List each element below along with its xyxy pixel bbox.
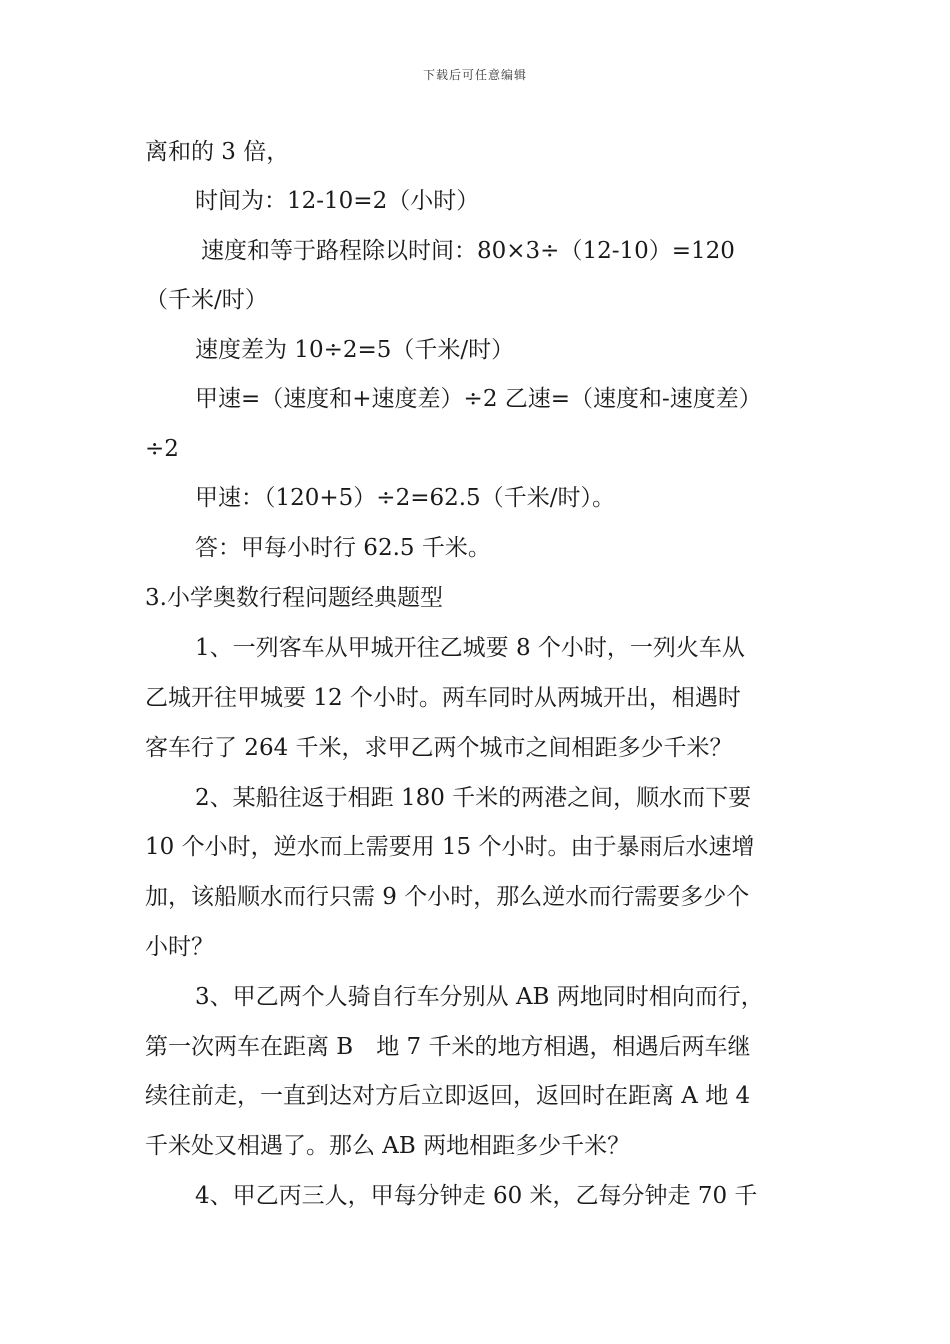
text-line: 速度和等于路程除以时间：80×3÷（12-10）=120: [201, 238, 735, 264]
text-line: （千米/时）: [145, 287, 268, 313]
text-line: 客车行了 264 千米，求甲乙两个城市之间相距多少千米？: [145, 735, 733, 761]
text-line: 离和的 3 倍，: [145, 139, 290, 165]
text-line: 时间为：12-10=2（小时）: [195, 188, 480, 214]
text-line: 速度差为 10÷2=5（千米/时）: [195, 337, 515, 363]
text-line: 甲速：（120+5）÷2=62.5（千米/时）。: [195, 485, 615, 511]
text-line: 千米处又相遇了。那么 AB 两地相距多少千米？: [145, 1133, 631, 1159]
text-line: 1、一列客车从甲城开往乙城要 8 个小时，一列火车从: [195, 635, 745, 661]
text-line: 2、某船往返于相距 180 千米的两港之间，顺水而下要: [195, 785, 752, 811]
text-line: 续往前走，一直到达对方后立即返回，返回时在距离 A 地 4: [145, 1083, 751, 1109]
text-line: ÷2: [145, 436, 179, 462]
text-line: 4、甲乙丙三人，甲每分钟走 60 米，乙每分钟走 70 千: [195, 1183, 758, 1209]
text-line: 第一次两车在距离 B 地 7 千米的地方相遇，相遇后两车继: [145, 1034, 751, 1060]
text-line: 小时？: [145, 934, 214, 960]
section-heading: 3.小学奥数行程问题经典题型: [145, 585, 443, 611]
text-line: 3、甲乙两个人骑自行车分别从 AB 两地同时相向而行，: [195, 984, 764, 1010]
text-line: 加，该船顺水而行只需 9 个小时，那么逆水而行需要多少个: [145, 884, 750, 910]
text-line: 答：甲每小时行 62.5 千米。: [195, 535, 491, 561]
text-line: 乙城开往甲城要 12 个小时。两车同时从两城开出，相遇时: [145, 685, 741, 711]
text-line: 甲速=（速度和+速度差）÷2 乙速=（速度和-速度差）: [195, 386, 762, 412]
page-header: 下载后可任意编辑: [422, 68, 527, 82]
text-line: 10 个小时，逆水而上需要用 15 个小时。由于暴雨后水速增: [145, 834, 755, 860]
